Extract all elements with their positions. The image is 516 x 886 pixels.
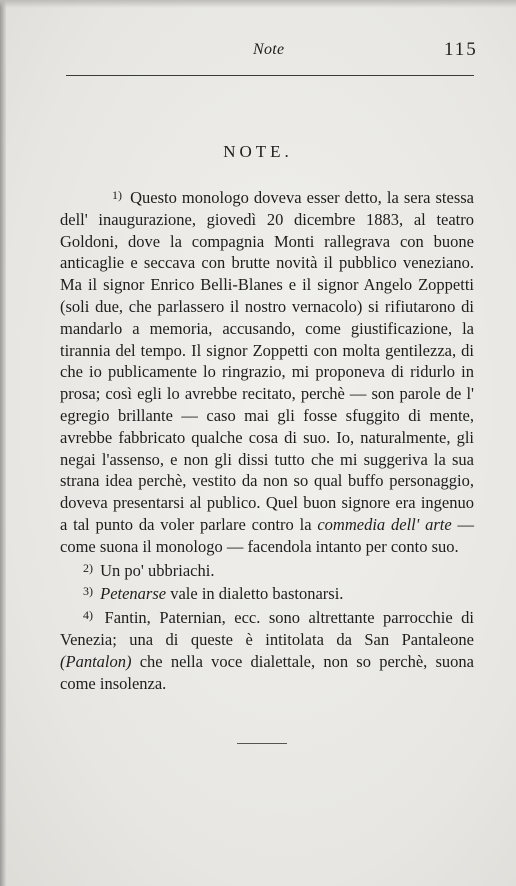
page-spine-shadow <box>0 0 6 886</box>
note-italic-term: (Pantalon) <box>60 651 132 671</box>
note-3 <box>60 581 474 605</box>
note-text: Un po' ubbriachi. <box>100 560 215 580</box>
note-4 <box>60 605 474 694</box>
header-rule <box>66 75 474 76</box>
page-top-shadow <box>0 0 516 8</box>
note-text: Fantin, Paternian, ecc. sono altrettante parrocchie di Venezia; una di queste è intitolata da San Pantaleone <box>60 608 474 649</box>
note-italic-term: Petenarse <box>100 584 167 604</box>
note-1 <box>60 185 474 558</box>
note-2 <box>60 558 474 582</box>
note-marker: 2) <box>83 560 93 575</box>
note-italic-term: commedia dell' arte <box>317 514 452 534</box>
note-text-continued: che nella voce dialettale, non so perchè, suona come insolenza. <box>60 651 474 693</box>
end-rule <box>237 743 287 744</box>
note-text: vale in dialetto bastonarsi. <box>170 584 344 604</box>
note-marker: 1) <box>112 188 122 202</box>
running-title: Note <box>253 41 285 58</box>
page-number: 115 <box>444 39 478 60</box>
section-heading: NOTE. <box>223 142 293 161</box>
notes-list <box>60 185 474 694</box>
note-text-continued: — come suona il monologo — facendola intanto per conto suo. <box>60 514 475 556</box>
note-marker: 3) <box>83 584 93 599</box>
note-marker: 4) <box>83 608 93 623</box>
note-text: Questo monologo doveva esser detto, la sera stessa dell' inaugurazione, giovedì 20 dicembre 1883, al teatro Goldoni, dove la compagnia Monti rallegrava con buone anticaglie e seccava con brutte novità il pubblico veneziano. Ma il signor Enrico Belli-Blanes e il signor Angelo Zoppetti (soli due, che parlassero il nostro vernacolo) si rifiutarono di mandarlo a memoria, accusando, come giustificazione, la tirannia del tempo. Il signor Zoppetti con molta gentilezza, di che io publicamente lo ringrazio, mi proponeva di ridurlo in prosa; così egli lo avrebbe recitato, perchè — son parole de l' egregio brillante — caso mai gli fosse sfuggito di mente, avrebbe fabbricato qualche cosa di suo. Io, naturalmente, gli negai l'assenso, e non gli dissi tutto che mi suggeriva la sua strana idea perchè, vestito da non so qual buffo personaggio, doveva presentarsi al publico. Quel buon signore era ingenuo a tal punto da voler parlare contro la <box>60 188 474 534</box>
